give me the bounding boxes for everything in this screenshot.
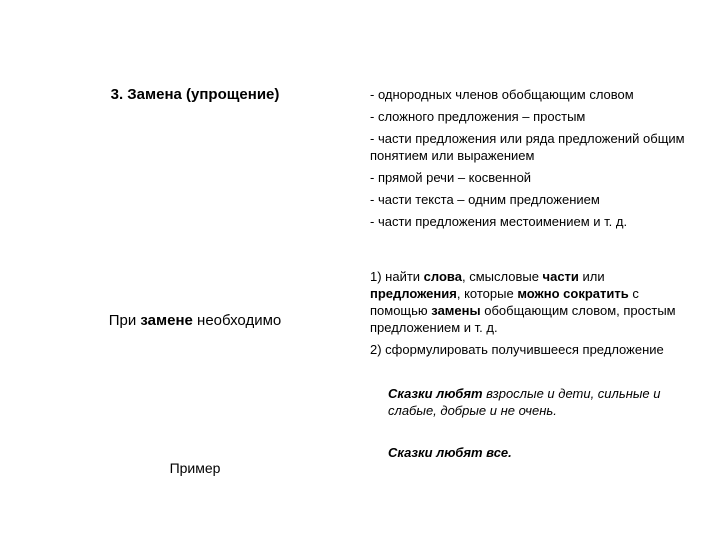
example-sentence-1	[370, 385, 708, 419]
example-label: Пример	[169, 460, 221, 476]
step-1-bold: можно сократить	[517, 286, 629, 301]
section-heading: 3. Замена (упрощение)	[110, 86, 280, 103]
step-2: 2) сформулировать получившееся предложение	[370, 342, 664, 357]
step-1-text: с помощью	[370, 286, 639, 318]
need-label	[40, 312, 350, 329]
list-item: - сложного предложения – простым	[370, 109, 586, 124]
step-1	[370, 268, 690, 336]
need-bold: замене	[140, 312, 193, 329]
step-1-text: , которые	[456, 286, 518, 301]
step-1-bold: слова	[423, 269, 462, 284]
need-suffix: необходимо	[192, 312, 282, 329]
example-sentence-2: Сказки любят все.	[388, 445, 512, 460]
example-1-bold: Сказки любят	[388, 386, 483, 401]
need-prefix: При	[108, 312, 141, 329]
list-item: - части предложения или ряда предложений общим понятием или выражением	[370, 131, 685, 163]
steps-block	[370, 268, 690, 363]
list-item: - части предложения местоимением и т. д.	[370, 214, 628, 229]
replacement-list	[370, 86, 690, 235]
step-1-bold: предложения	[370, 286, 457, 301]
example-1-rest: взрослые и дети, сильные и слабые, добрые и не очень.	[388, 386, 661, 418]
list-item: - части текста – одним предложением	[370, 192, 600, 207]
step-1-text: , смысловые	[461, 269, 543, 284]
list-item: - прямой речи – косвенной	[370, 170, 532, 185]
step-1-bold: замены	[431, 303, 481, 318]
list-item: - однородных членов обобщающим словом	[370, 87, 634, 102]
step-1-text: или	[578, 269, 605, 284]
step-1-text: обобщающим словом, простым предложением и т. д.	[370, 303, 676, 335]
step-1-text: 1) найти	[370, 269, 424, 284]
step-1-bold: части	[542, 269, 579, 284]
